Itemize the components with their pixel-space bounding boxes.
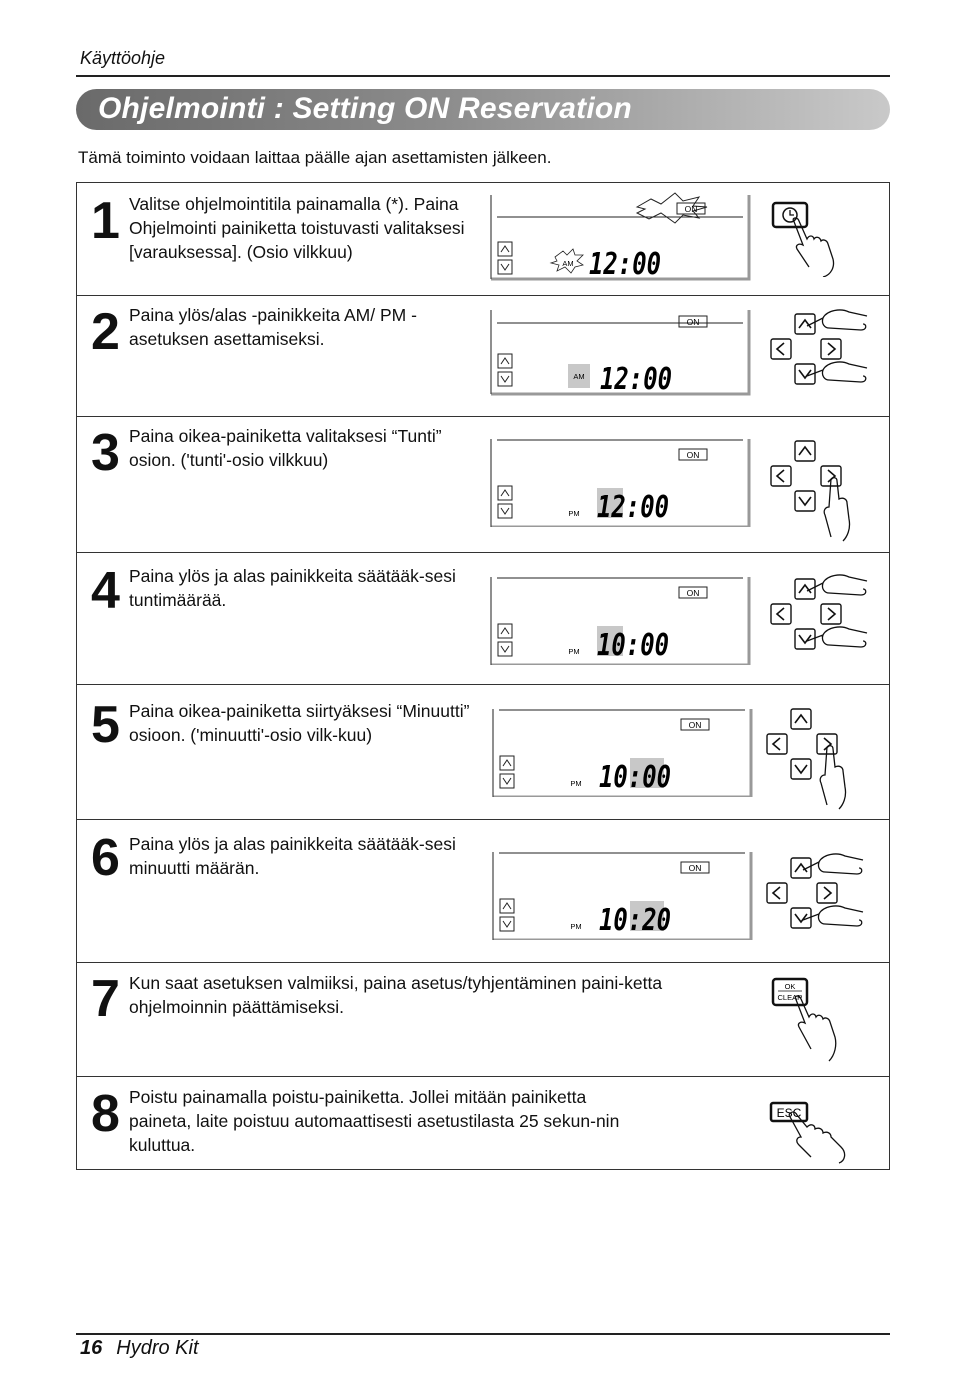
pointing-hand-icon xyxy=(820,746,845,809)
lcd-down-arrow-icon xyxy=(498,260,512,274)
dpad-left-button xyxy=(767,883,787,903)
step-number: 6 xyxy=(91,829,118,887)
pointing-hand-icon xyxy=(807,575,867,595)
up-down-control[interactable] xyxy=(759,848,869,943)
am-pm-indicator: PM xyxy=(570,922,582,931)
step-number: 5 xyxy=(91,696,118,754)
svg-text:OK: OK xyxy=(784,982,796,991)
footer xyxy=(80,1337,199,1360)
lcd-time: 10:20 xyxy=(599,903,671,938)
svg-text:CLEAR: CLEAR xyxy=(777,993,803,1002)
lcd-display xyxy=(487,573,751,665)
step-text: Poistu painamalla poistu-painiketta. Jollei mitään painiketta paineta, laite poistuu automaattisesti asetustilasta 25 sekun-nin kuluttua. xyxy=(129,1087,620,1155)
lcd-down-arrow-icon xyxy=(498,642,512,656)
lcd-display xyxy=(489,705,753,797)
step-text: Paina ylös ja alas painikkeita säätääk-sesi tuntimäärää. xyxy=(129,566,456,610)
lcd-up-arrow-icon xyxy=(498,486,512,500)
lcd-display xyxy=(487,435,751,527)
lcd-up-arrow-icon xyxy=(498,354,512,368)
am-pm-indicator: AM xyxy=(573,372,585,381)
dpad-left-button xyxy=(771,604,791,624)
dpad-right-button xyxy=(821,339,841,359)
step-number: 2 xyxy=(91,303,118,361)
dpad-up-button xyxy=(791,709,811,729)
page-title: Ohjelmointi : Setting ON Reservation xyxy=(98,92,632,125)
step-8 xyxy=(77,1077,889,1169)
step-5 xyxy=(77,685,889,820)
step-number: 4 xyxy=(91,562,118,620)
up-down-control[interactable] xyxy=(763,569,873,664)
lcd-display xyxy=(489,848,753,940)
step-text: Paina ylös ja alas painikkeita säätääk-sesi minuutti määrän. xyxy=(129,834,456,878)
lcd-down-arrow-icon xyxy=(500,917,514,931)
up-down-control[interactable] xyxy=(763,304,873,399)
step-text: Valitse ohjelmointitila painamalla (*). Paina Ohjelmointi painiketta toistuvasti valitaksesi [varauksessa]. (Osio vilkkuu) xyxy=(129,194,465,262)
on-indicator: ON xyxy=(686,317,700,327)
lcd-up-arrow-icon xyxy=(498,624,512,638)
dpad-up-button xyxy=(795,441,815,461)
pointing-hand-icon xyxy=(803,906,863,926)
title-bar xyxy=(76,89,890,130)
header-label: Käyttöohje xyxy=(80,48,166,68)
lcd-up-arrow-icon xyxy=(500,899,514,913)
reservation-button-control[interactable] xyxy=(767,197,847,277)
header-rule xyxy=(76,75,890,77)
dpad-left-button xyxy=(771,466,791,486)
step-3 xyxy=(77,417,889,553)
lcd-up-arrow-icon xyxy=(500,756,514,770)
step-number: 1 xyxy=(91,192,118,250)
step-text: Paina oikea-painiketta siirtyäksesi “Minuutti” osioon. ('minuutti'-osio vilk-kuu) xyxy=(129,701,470,745)
lcd-time: 12:00 xyxy=(597,490,669,525)
dpad-left-button xyxy=(767,734,787,754)
pointing-hand-icon xyxy=(824,478,849,541)
dpad-down-button xyxy=(791,759,811,779)
dpad-right-button xyxy=(821,604,841,624)
step-text: Paina oikea-painiketta valitaksesi “Tunti” osion. ('tunti'-osio vilkkuu) xyxy=(129,426,442,470)
lcd-display xyxy=(487,306,751,398)
step-text: Paina ylös/alas -painikkeita AM/ PM -asetuksen asettamiseksi. xyxy=(129,305,417,349)
am-pm-indicator: PM xyxy=(568,647,580,656)
pointing-hand-icon xyxy=(803,854,863,874)
step-text: Kun saat asetuksen valmiiksi, paina asetus/tyhjentäminen paini-ketta ohjelmoinnin päättämiseksi. xyxy=(129,973,663,1017)
dpad-down-button xyxy=(795,491,815,511)
on-indicator: ON xyxy=(684,204,698,214)
am-pm-indicator: AM xyxy=(562,259,574,268)
on-indicator: ON xyxy=(688,720,702,730)
on-indicator: ON xyxy=(686,588,700,598)
on-indicator: ON xyxy=(688,863,702,873)
lcd-display xyxy=(487,191,751,283)
lcd-down-arrow-icon xyxy=(500,774,514,788)
lcd-time: 12:00 xyxy=(600,362,672,397)
step-number: 8 xyxy=(91,1085,118,1143)
esc-control[interactable] xyxy=(767,1099,857,1164)
dpad-left-button xyxy=(771,339,791,359)
right-control[interactable] xyxy=(759,701,869,816)
pointing-hand-icon xyxy=(807,362,867,382)
lcd-time: 10:00 xyxy=(597,628,669,663)
dpad-right-button xyxy=(817,883,837,903)
footer-title: Hydro Kit xyxy=(116,1337,199,1359)
steps-table xyxy=(76,182,890,1170)
on-indicator: ON xyxy=(686,450,700,460)
step-1 xyxy=(77,183,889,296)
footer-rule xyxy=(76,1333,890,1335)
step-number: 3 xyxy=(91,424,118,482)
pointing-hand-icon xyxy=(807,310,867,330)
pointing-hand-icon xyxy=(807,627,867,647)
am-pm-indicator: PM xyxy=(568,509,580,518)
lcd-time: 12:00 xyxy=(589,247,661,282)
step-7 xyxy=(77,963,889,1077)
ok-clear-control[interactable] xyxy=(769,975,849,1070)
step-2 xyxy=(77,296,889,417)
lcd-down-arrow-icon xyxy=(498,372,512,386)
svg-text:ESC: ESC xyxy=(776,1106,802,1120)
lcd-down-arrow-icon xyxy=(498,504,512,518)
lcd-up-arrow-icon xyxy=(498,242,512,256)
lcd-time: 10:00 xyxy=(599,760,671,795)
intro-text: Tämä toiminto voidaan laittaa päälle ajan asettamisten jälkeen. xyxy=(78,148,552,167)
step-6 xyxy=(77,820,889,963)
right-control[interactable] xyxy=(763,433,873,548)
page-number: 16 xyxy=(80,1337,103,1359)
step-number: 7 xyxy=(91,970,118,1028)
am-pm-indicator: PM xyxy=(570,779,582,788)
step-4 xyxy=(77,553,889,685)
